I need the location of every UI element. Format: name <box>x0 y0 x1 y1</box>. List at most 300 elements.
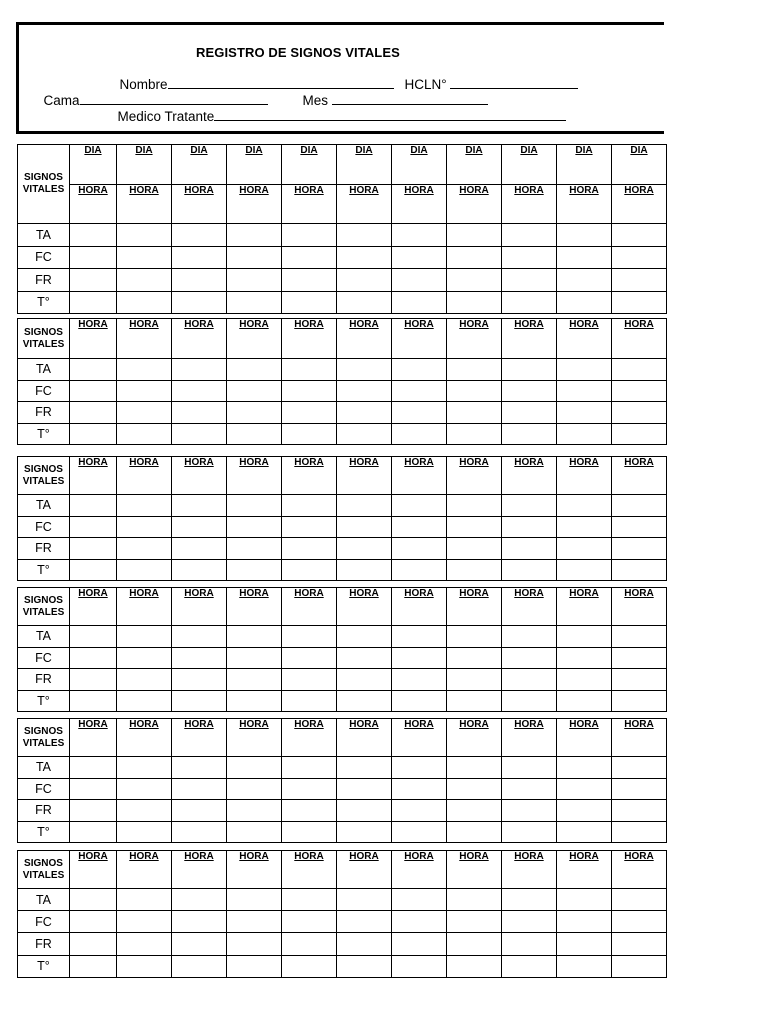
vital-value-cell[interactable] <box>117 669 172 691</box>
vital-value-cell[interactable] <box>282 224 337 247</box>
vital-value-cell[interactable] <box>557 516 612 538</box>
vital-value-cell[interactable] <box>612 911 667 933</box>
vital-value-cell[interactable] <box>282 559 337 581</box>
hora-header: HORA <box>447 851 502 889</box>
vital-value-cell[interactable] <box>337 516 392 538</box>
vital-value-cell[interactable] <box>447 647 502 669</box>
vital-value-cell[interactable] <box>612 380 667 402</box>
vital-value-cell[interactable] <box>612 690 667 712</box>
vital-value-cell[interactable] <box>227 269 282 292</box>
cama-label: Cama <box>43 93 80 108</box>
vital-value-cell[interactable] <box>392 690 447 712</box>
vital-value-cell[interactable] <box>557 647 612 669</box>
vital-value-cell[interactable] <box>70 269 117 292</box>
vital-value-cell[interactable] <box>392 359 447 381</box>
vital-value-cell[interactable] <box>227 911 282 933</box>
hora-header: HORA <box>117 719 172 757</box>
vital-value-cell[interactable] <box>557 933 612 955</box>
vital-value-cell[interactable] <box>392 800 447 822</box>
vital-value-cell[interactable] <box>227 821 282 843</box>
vital-value-cell[interactable] <box>502 359 557 381</box>
vital-value-cell[interactable] <box>502 821 557 843</box>
vital-value-cell[interactable] <box>70 246 117 269</box>
vital-value-cell[interactable] <box>392 559 447 581</box>
vital-value-cell[interactable] <box>502 246 557 269</box>
vital-value-cell[interactable] <box>172 380 227 402</box>
vital-value-cell[interactable] <box>172 224 227 247</box>
vital-value-cell[interactable] <box>392 423 447 445</box>
vital-value-cell[interactable] <box>282 647 337 669</box>
vital-value-cell[interactable] <box>117 821 172 843</box>
vital-value-cell[interactable] <box>227 757 282 779</box>
vital-value-cell[interactable] <box>117 224 172 247</box>
vital-value-cell[interactable] <box>557 889 612 911</box>
vital-value-cell[interactable] <box>612 359 667 381</box>
vital-sign-label: FC <box>18 380 70 402</box>
vital-value-cell[interactable] <box>282 821 337 843</box>
vital-value-cell[interactable] <box>447 911 502 933</box>
vital-value-cell[interactable] <box>557 955 612 977</box>
vital-value-cell[interactable] <box>502 559 557 581</box>
vital-value-cell[interactable] <box>392 669 447 691</box>
vital-value-cell[interactable] <box>337 955 392 977</box>
vital-value-cell[interactable] <box>337 269 392 292</box>
vital-value-cell[interactable] <box>227 224 282 247</box>
vital-value-cell[interactable] <box>117 690 172 712</box>
vital-value-cell[interactable] <box>227 626 282 648</box>
vital-value-cell[interactable] <box>612 291 667 314</box>
vital-value-cell[interactable] <box>70 538 117 560</box>
vital-value-cell[interactable] <box>337 423 392 445</box>
vital-value-cell[interactable] <box>117 757 172 779</box>
vital-value-cell[interactable] <box>172 269 227 292</box>
vital-value-cell[interactable] <box>337 933 392 955</box>
vital-value-cell[interactable] <box>447 559 502 581</box>
hora-header: HORA <box>502 851 557 889</box>
vital-value-cell[interactable] <box>282 933 337 955</box>
vital-value-cell[interactable] <box>172 800 227 822</box>
vital-value-cell[interactable] <box>392 246 447 269</box>
medico-field[interactable] <box>214 108 566 121</box>
vital-value-cell[interactable] <box>502 516 557 538</box>
vital-value-cell[interactable] <box>557 757 612 779</box>
vital-value-cell[interactable] <box>612 669 667 691</box>
vital-value-cell[interactable] <box>227 690 282 712</box>
vital-value-cell[interactable] <box>337 380 392 402</box>
vital-value-cell[interactable] <box>612 269 667 292</box>
vital-value-cell[interactable] <box>70 690 117 712</box>
vital-value-cell[interactable] <box>337 800 392 822</box>
vital-value-cell[interactable] <box>502 495 557 517</box>
vital-value-cell[interactable] <box>282 757 337 779</box>
vital-value-cell[interactable] <box>117 538 172 560</box>
vital-value-cell[interactable] <box>502 669 557 691</box>
vital-value-cell[interactable] <box>337 911 392 933</box>
vital-value-cell[interactable] <box>172 291 227 314</box>
vital-value-cell[interactable] <box>70 495 117 517</box>
vital-value-cell[interactable] <box>172 626 227 648</box>
vital-value-cell[interactable] <box>557 224 612 247</box>
vital-value-cell[interactable] <box>612 246 667 269</box>
vital-value-cell[interactable] <box>392 516 447 538</box>
vital-value-cell[interactable] <box>447 933 502 955</box>
vital-value-cell[interactable] <box>392 757 447 779</box>
vital-value-cell[interactable] <box>447 380 502 402</box>
vital-value-cell[interactable] <box>227 291 282 314</box>
vital-value-cell[interactable] <box>172 402 227 424</box>
vital-value-cell[interactable] <box>502 380 557 402</box>
vital-value-cell[interactable] <box>612 800 667 822</box>
vital-value-cell[interactable] <box>392 538 447 560</box>
vital-value-cell[interactable] <box>70 402 117 424</box>
vital-value-cell[interactable] <box>337 889 392 911</box>
vital-value-cell[interactable] <box>557 269 612 292</box>
vital-value-cell[interactable] <box>227 423 282 445</box>
vital-value-cell[interactable] <box>227 359 282 381</box>
vital-value-cell[interactable] <box>337 246 392 269</box>
vital-value-cell[interactable] <box>502 269 557 292</box>
vital-value-cell[interactable] <box>337 291 392 314</box>
vital-value-cell[interactable] <box>70 955 117 977</box>
vital-value-cell[interactable] <box>447 359 502 381</box>
vital-value-cell[interactable] <box>227 380 282 402</box>
vital-value-cell[interactable] <box>172 359 227 381</box>
vital-value-cell[interactable] <box>70 380 117 402</box>
vital-value-cell[interactable] <box>117 647 172 669</box>
vital-value-cell[interactable] <box>282 516 337 538</box>
vital-value-cell[interactable] <box>392 933 447 955</box>
vital-value-cell[interactable] <box>447 800 502 822</box>
vital-value-cell[interactable] <box>612 516 667 538</box>
vital-value-cell[interactable] <box>502 423 557 445</box>
vital-value-cell[interactable] <box>172 933 227 955</box>
vital-value-cell[interactable] <box>172 821 227 843</box>
vital-value-cell[interactable] <box>282 402 337 424</box>
vital-row <box>18 559 667 581</box>
signos-block-1 <box>17 144 667 314</box>
vital-value-cell[interactable] <box>117 495 172 517</box>
vital-value-cell[interactable] <box>117 559 172 581</box>
signos-vitales-label: SIGNOS VITALES <box>18 588 70 626</box>
hora-header: HORA <box>557 719 612 757</box>
vital-value-cell[interactable] <box>117 359 172 381</box>
vital-value-cell[interactable] <box>447 889 502 911</box>
vital-value-cell[interactable] <box>557 423 612 445</box>
vital-value-cell[interactable] <box>447 821 502 843</box>
vital-value-cell[interactable] <box>447 246 502 269</box>
vital-value-cell[interactable] <box>172 690 227 712</box>
vital-value-cell[interactable] <box>172 669 227 691</box>
hora-header: HORA <box>502 319 557 359</box>
vital-value-cell[interactable] <box>447 757 502 779</box>
vital-value-cell[interactable] <box>502 291 557 314</box>
vital-value-cell[interactable] <box>447 291 502 314</box>
vital-value-cell[interactable] <box>70 291 117 314</box>
vital-value-cell[interactable] <box>612 647 667 669</box>
vital-value-cell[interactable] <box>227 516 282 538</box>
vital-value-cell[interactable] <box>282 423 337 445</box>
vital-value-cell[interactable] <box>172 757 227 779</box>
vital-value-cell[interactable] <box>70 669 117 691</box>
hora-header: HORA <box>117 588 172 626</box>
vital-value-cell[interactable] <box>117 516 172 538</box>
vital-value-cell[interactable] <box>557 246 612 269</box>
nombre-label: Nombre <box>119 77 168 92</box>
vital-value-cell[interactable] <box>502 955 557 977</box>
vital-value-cell[interactable] <box>502 800 557 822</box>
vital-value-cell[interactable] <box>227 402 282 424</box>
vital-value-cell[interactable] <box>557 402 612 424</box>
vital-value-cell[interactable] <box>557 911 612 933</box>
vital-value-cell[interactable] <box>282 669 337 691</box>
vital-value-cell[interactable] <box>392 291 447 314</box>
vital-value-cell[interactable] <box>172 889 227 911</box>
vital-value-cell[interactable] <box>612 757 667 779</box>
vital-value-cell[interactable] <box>70 647 117 669</box>
vital-value-cell[interactable] <box>70 800 117 822</box>
vital-value-cell[interactable] <box>447 516 502 538</box>
vital-value-cell[interactable] <box>612 402 667 424</box>
vital-value-cell[interactable] <box>502 647 557 669</box>
vital-value-cell[interactable] <box>557 291 612 314</box>
vital-value-cell[interactable] <box>227 889 282 911</box>
vital-value-cell[interactable] <box>70 757 117 779</box>
vital-value-cell[interactable] <box>70 626 117 648</box>
vital-value-cell[interactable] <box>612 889 667 911</box>
vital-value-cell[interactable] <box>557 800 612 822</box>
hora-header: HORA <box>612 719 667 757</box>
vital-value-cell[interactable] <box>70 559 117 581</box>
vital-value-cell[interactable] <box>172 778 227 800</box>
vital-value-cell[interactable] <box>557 821 612 843</box>
vital-value-cell[interactable] <box>172 911 227 933</box>
vital-value-cell[interactable] <box>227 778 282 800</box>
vital-value-cell[interactable] <box>117 955 172 977</box>
vital-value-cell[interactable] <box>447 402 502 424</box>
signos-vitales-label: SIGNOS VITALES <box>18 719 70 757</box>
hora-header: HORA <box>337 719 392 757</box>
hora-header: HORA <box>282 319 337 359</box>
vital-sign-label: FC <box>18 911 70 933</box>
vital-value-cell[interactable] <box>337 626 392 648</box>
vital-value-cell[interactable] <box>337 778 392 800</box>
vital-value-cell[interactable] <box>447 224 502 247</box>
vital-value-cell[interactable] <box>172 495 227 517</box>
vital-value-cell[interactable] <box>227 955 282 977</box>
vital-value-cell[interactable] <box>502 933 557 955</box>
vital-value-cell[interactable] <box>557 359 612 381</box>
vital-value-cell[interactable] <box>337 669 392 691</box>
vital-value-cell[interactable] <box>447 669 502 691</box>
vital-value-cell[interactable] <box>227 538 282 560</box>
vital-value-cell[interactable] <box>172 559 227 581</box>
vital-value-cell[interactable] <box>70 889 117 911</box>
vital-value-cell[interactable] <box>612 538 667 560</box>
vital-value-cell[interactable] <box>117 380 172 402</box>
vital-value-cell[interactable] <box>282 269 337 292</box>
vital-value-cell[interactable] <box>172 955 227 977</box>
vital-value-cell[interactable] <box>172 647 227 669</box>
vital-value-cell[interactable] <box>172 538 227 560</box>
hora-header: HORA <box>282 185 337 224</box>
vital-value-cell[interactable] <box>227 246 282 269</box>
vital-value-cell[interactable] <box>392 889 447 911</box>
vital-row <box>18 669 667 691</box>
vital-value-cell[interactable] <box>392 911 447 933</box>
vital-value-cell[interactable] <box>447 538 502 560</box>
vital-value-cell[interactable] <box>557 778 612 800</box>
vital-value-cell[interactable] <box>447 495 502 517</box>
vital-value-cell[interactable] <box>447 626 502 648</box>
vital-value-cell[interactable] <box>337 495 392 517</box>
vital-value-cell[interactable] <box>557 559 612 581</box>
vital-value-cell[interactable] <box>282 246 337 269</box>
vital-value-cell[interactable] <box>227 800 282 822</box>
vital-value-cell[interactable] <box>282 911 337 933</box>
vital-value-cell[interactable] <box>70 933 117 955</box>
vital-value-cell[interactable] <box>337 402 392 424</box>
vital-value-cell[interactable] <box>172 516 227 538</box>
signos-block-6 <box>17 850 667 978</box>
vital-value-cell[interactable] <box>117 246 172 269</box>
vital-value-cell[interactable] <box>392 402 447 424</box>
vital-value-cell[interactable] <box>612 559 667 581</box>
vital-value-cell[interactable] <box>612 778 667 800</box>
vital-value-cell[interactable] <box>502 778 557 800</box>
vital-value-cell[interactable] <box>117 911 172 933</box>
vital-value-cell[interactable] <box>337 359 392 381</box>
vital-value-cell[interactable] <box>282 778 337 800</box>
vital-value-cell[interactable] <box>447 778 502 800</box>
vital-value-cell[interactable] <box>447 690 502 712</box>
vital-value-cell[interactable] <box>612 821 667 843</box>
vital-value-cell[interactable] <box>282 889 337 911</box>
vital-value-cell[interactable] <box>172 423 227 445</box>
vital-sign-label: TA <box>18 359 70 381</box>
vital-row <box>18 516 667 538</box>
vital-value-cell[interactable] <box>502 224 557 247</box>
signos-block-3 <box>17 456 667 581</box>
vital-value-cell[interactable] <box>282 800 337 822</box>
vital-value-cell[interactable] <box>117 933 172 955</box>
vital-value-cell[interactable] <box>117 269 172 292</box>
vital-value-cell[interactable] <box>337 538 392 560</box>
vital-value-cell[interactable] <box>117 423 172 445</box>
vital-value-cell[interactable] <box>117 889 172 911</box>
vital-value-cell[interactable] <box>612 626 667 648</box>
vital-value-cell[interactable] <box>557 626 612 648</box>
vital-value-cell[interactable] <box>447 423 502 445</box>
dia-header: DIA <box>612 145 667 185</box>
vital-value-cell[interactable] <box>337 647 392 669</box>
vital-value-cell[interactable] <box>282 359 337 381</box>
vital-value-cell[interactable] <box>612 224 667 247</box>
vital-value-cell[interactable] <box>447 955 502 977</box>
vital-value-cell[interactable] <box>502 626 557 648</box>
vital-row <box>18 359 667 381</box>
vital-value-cell[interactable] <box>447 269 502 292</box>
vital-value-cell[interactable] <box>337 821 392 843</box>
vital-value-cell[interactable] <box>502 889 557 911</box>
vital-value-cell[interactable] <box>557 690 612 712</box>
hora-header: HORA <box>70 588 117 626</box>
vital-value-cell[interactable] <box>70 359 117 381</box>
vital-value-cell[interactable] <box>392 955 447 977</box>
vital-sign-label: FR <box>18 669 70 691</box>
vital-value-cell[interactable] <box>392 647 447 669</box>
vital-value-cell[interactable] <box>502 911 557 933</box>
vital-value-cell[interactable] <box>392 495 447 517</box>
vital-value-cell[interactable] <box>172 246 227 269</box>
vital-value-cell[interactable] <box>392 380 447 402</box>
vital-value-cell[interactable] <box>117 291 172 314</box>
vital-value-cell[interactable] <box>557 538 612 560</box>
vital-value-cell[interactable] <box>557 495 612 517</box>
vital-value-cell[interactable] <box>227 647 282 669</box>
vital-sign-label: FC <box>18 246 70 269</box>
vital-value-cell[interactable] <box>117 800 172 822</box>
vital-value-cell[interactable] <box>117 402 172 424</box>
vital-value-cell[interactable] <box>70 911 117 933</box>
hora-header: HORA <box>447 319 502 359</box>
vital-row <box>18 933 667 955</box>
vital-value-cell[interactable] <box>282 955 337 977</box>
vital-value-cell[interactable] <box>337 757 392 779</box>
vital-value-cell[interactable] <box>70 224 117 247</box>
vital-value-cell[interactable] <box>337 690 392 712</box>
vital-value-cell[interactable] <box>227 495 282 517</box>
vital-value-cell[interactable] <box>557 380 612 402</box>
vital-row <box>18 889 667 911</box>
vital-value-cell[interactable] <box>70 516 117 538</box>
vital-value-cell[interactable] <box>612 495 667 517</box>
vital-value-cell[interactable] <box>282 538 337 560</box>
vital-value-cell[interactable] <box>282 380 337 402</box>
vital-sign-label: T° <box>18 955 70 977</box>
vital-row <box>18 224 667 247</box>
vital-value-cell[interactable] <box>227 669 282 691</box>
vital-value-cell[interactable] <box>612 955 667 977</box>
vital-value-cell[interactable] <box>70 821 117 843</box>
vital-value-cell[interactable] <box>337 224 392 247</box>
vital-value-cell[interactable] <box>227 933 282 955</box>
vital-value-cell[interactable] <box>282 626 337 648</box>
vital-value-cell[interactable] <box>612 423 667 445</box>
vital-value-cell[interactable] <box>612 933 667 955</box>
vital-value-cell[interactable] <box>282 291 337 314</box>
vital-value-cell[interactable] <box>392 821 447 843</box>
vital-value-cell[interactable] <box>337 559 392 581</box>
vital-value-cell[interactable] <box>557 669 612 691</box>
vital-value-cell[interactable] <box>502 538 557 560</box>
vital-sign-label: TA <box>18 889 70 911</box>
vital-value-cell[interactable] <box>392 778 447 800</box>
vital-value-cell[interactable] <box>117 778 172 800</box>
vital-value-cell[interactable] <box>502 757 557 779</box>
vital-value-cell[interactable] <box>392 269 447 292</box>
vital-value-cell[interactable] <box>282 690 337 712</box>
form-title: REGISTRO DE SIGNOS VITALES <box>196 45 400 60</box>
vital-value-cell[interactable] <box>227 559 282 581</box>
vital-value-cell[interactable] <box>502 690 557 712</box>
vital-value-cell[interactable] <box>502 402 557 424</box>
vital-value-cell[interactable] <box>117 626 172 648</box>
vital-value-cell[interactable] <box>70 423 117 445</box>
vital-value-cell[interactable] <box>392 224 447 247</box>
vital-value-cell[interactable] <box>70 778 117 800</box>
vital-value-cell[interactable] <box>392 626 447 648</box>
vital-value-cell[interactable] <box>282 495 337 517</box>
